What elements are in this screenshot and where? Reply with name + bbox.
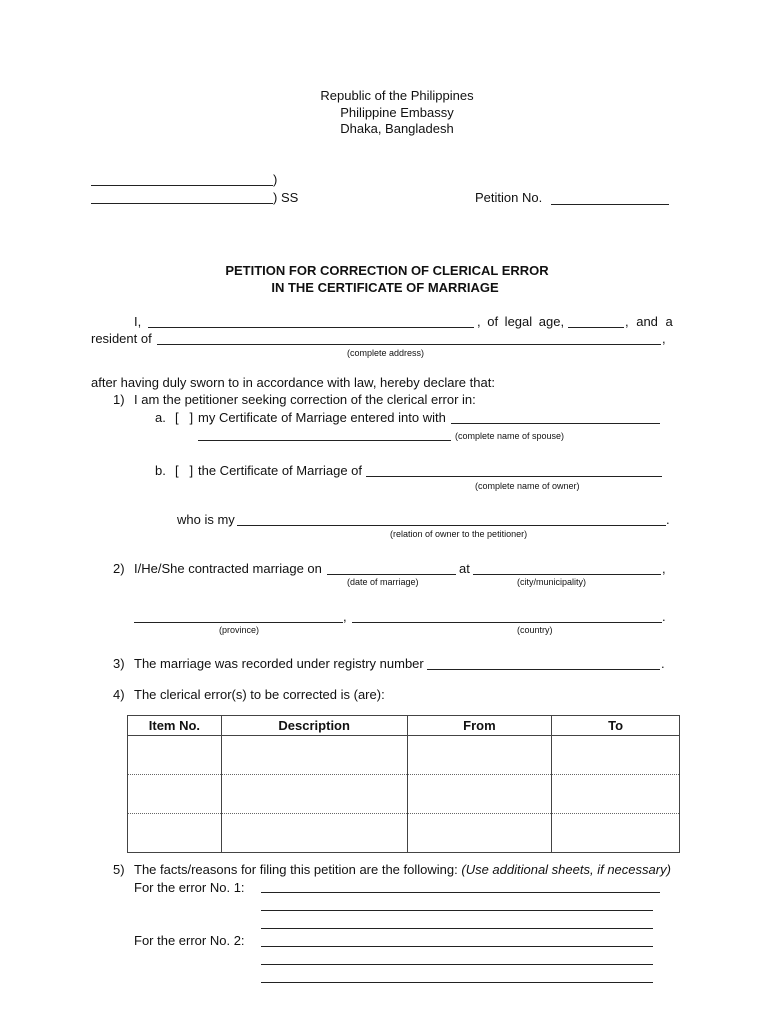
table-cell[interactable] <box>221 775 407 814</box>
country-period: . <box>662 609 666 624</box>
spouse-name-field-1[interactable] <box>451 423 660 424</box>
who-is-my-label: who is my <box>177 512 235 527</box>
error2-reason-line-3[interactable] <box>261 982 653 983</box>
header-embassy: Philippine Embassy <box>340 104 454 120</box>
table-row <box>128 775 680 814</box>
error2-label: For the error No. 2: <box>134 933 245 948</box>
address-field[interactable] <box>157 344 661 345</box>
col-item-no: Item No. <box>128 716 222 736</box>
table-cell[interactable] <box>552 814 680 853</box>
item1b-checkbox[interactable]: [ ] <box>175 463 194 478</box>
item5-note: (Use additional sheets, if necessary) <box>461 862 671 877</box>
owner-name-field[interactable] <box>366 476 662 477</box>
error1-reason-line-3[interactable] <box>261 928 653 929</box>
col-description: Description <box>221 716 407 736</box>
item2-text: I/He/She contracted marriage on <box>134 561 322 576</box>
error2-reason-line-1[interactable] <box>261 946 653 947</box>
item1b-text: the Certificate of Marriage of <box>198 463 363 478</box>
relation-period: . <box>666 512 670 527</box>
item2-at: at <box>459 561 470 576</box>
item1-num: 1) <box>113 392 125 407</box>
marriage-date-field[interactable] <box>327 574 456 575</box>
caption-line-2[interactable] <box>91 203 273 204</box>
table-cell[interactable] <box>128 775 222 814</box>
item3-text: The marriage was recorded under registry number <box>134 656 424 671</box>
relation-field[interactable] <box>237 525 666 526</box>
petitioner-name-field[interactable] <box>148 327 474 328</box>
item3-num: 3) <box>113 656 125 671</box>
of-legal-age-label: , of legal age, <box>477 314 565 329</box>
header-country: Republic of the Philippines <box>320 88 474 103</box>
error1-reason-line-2[interactable] <box>261 910 653 911</box>
col-from: From <box>407 716 552 736</box>
item1a-text: my Certificate of Marriage entered into with <box>198 410 446 425</box>
table-cell[interactable] <box>128 814 222 853</box>
date-hint: (date of marriage) <box>347 577 419 587</box>
table-cell[interactable] <box>221 814 407 853</box>
resident-of-label: resident of <box>91 331 152 346</box>
owner-hint: (complete name of owner) <box>475 481 580 491</box>
item1a-label: a. <box>155 410 166 425</box>
relation-hint: (relation of owner to the petitioner) <box>390 529 528 539</box>
table-cell[interactable] <box>552 775 680 814</box>
error-table <box>127 715 680 853</box>
error1-reason-line-1[interactable] <box>261 892 660 893</box>
item4-num: 4) <box>113 687 125 702</box>
intro-i: I, <box>134 314 142 329</box>
table-cell[interactable] <box>221 736 407 775</box>
error2-reason-line-2[interactable] <box>261 964 653 965</box>
title-line-1: PETITION FOR CORRECTION OF CLERICAL ERROR <box>225 263 549 278</box>
address-comma: , <box>662 331 666 346</box>
error-table-header <box>128 716 680 736</box>
spouse-name-field-2[interactable] <box>198 440 451 441</box>
country-hint: (country) <box>517 625 553 635</box>
province-field[interactable] <box>134 622 343 623</box>
registry-number-field[interactable] <box>427 669 660 670</box>
country-field[interactable] <box>352 622 662 623</box>
page-title <box>0 262 770 296</box>
table-cell[interactable] <box>128 736 222 775</box>
registry-period: . <box>661 656 665 671</box>
item1-text: I am the petitioner seeking correction of the clerical error in: <box>134 392 476 407</box>
caption-line-1[interactable] <box>91 185 273 186</box>
spouse-hint: (complete name of spouse) <box>455 431 565 441</box>
province-comma: , <box>343 609 347 624</box>
item4-text: The clerical error(s) to be corrected is (are): <box>134 687 385 702</box>
caption-ss: ) SS <box>273 190 299 205</box>
item1a-checkbox[interactable]: [ ] <box>175 410 194 425</box>
province-hint: (province) <box>219 625 260 635</box>
item2-comma: , <box>662 561 666 576</box>
title-line-2: IN THE CERTIFICATE OF MARRIAGE <box>271 280 499 295</box>
col-to: To <box>552 716 680 736</box>
item5-num: 5) <box>113 862 125 877</box>
age-field[interactable] <box>568 327 624 328</box>
table-cell[interactable] <box>407 736 552 775</box>
table-row <box>128 814 680 853</box>
caption-paren-1: ) <box>273 172 278 187</box>
address-hint: (complete address) <box>347 348 425 358</box>
petition-no-field[interactable] <box>551 204 669 205</box>
table-cell[interactable] <box>407 814 552 853</box>
item2-num: 2) <box>113 561 125 576</box>
declare-text: after having duly sworn to in accordance with law, hereby declare that: <box>91 375 495 390</box>
table-row <box>128 736 680 775</box>
petition-no-label: Petition No. <box>475 190 543 205</box>
city-hint: (city/municipality) <box>517 577 587 587</box>
table-cell[interactable] <box>407 775 552 814</box>
and-a-label: , and a <box>625 314 673 329</box>
city-field[interactable] <box>473 574 661 575</box>
header-city: Dhaka, Bangladesh <box>340 121 454 136</box>
item5-text <box>134 862 671 877</box>
item1b-label: b. <box>155 463 166 478</box>
item5-main-text: The facts/reasons for filing this petition are the following: <box>134 862 458 877</box>
error1-label: For the error No. 1: <box>134 880 245 895</box>
table-cell[interactable] <box>552 736 680 775</box>
